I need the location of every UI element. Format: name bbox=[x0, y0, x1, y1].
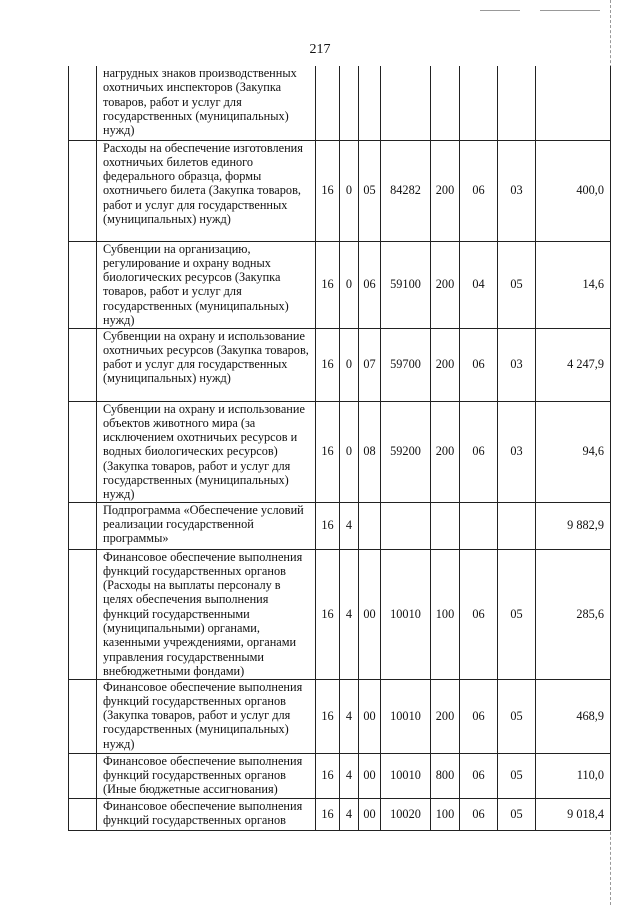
amount: 400,0 bbox=[536, 140, 611, 241]
code-expense-type: 100 bbox=[431, 798, 460, 830]
code-program: 16 bbox=[316, 502, 340, 549]
code-subsection: 03 bbox=[498, 328, 536, 401]
code-event: 07 bbox=[359, 328, 381, 401]
row-number-cell bbox=[69, 679, 97, 753]
amount: 9 882,9 bbox=[536, 502, 611, 549]
code-event: 00 bbox=[359, 753, 381, 798]
code-event: 06 bbox=[359, 241, 381, 328]
code-subprogram: 4 bbox=[340, 549, 359, 679]
row-name: нагрудных знаков производственных охотничьих инспекторов (Закупка товаров, работ и услуг для государственных (муниципальных) нужд) bbox=[97, 66, 316, 140]
code-subsection: 03 bbox=[498, 401, 536, 502]
code-subsection: 05 bbox=[498, 753, 536, 798]
amount: 94,6 bbox=[536, 401, 611, 502]
row-number-cell bbox=[69, 241, 97, 328]
code-event: 05 bbox=[359, 140, 381, 241]
code-direction: 10010 bbox=[381, 679, 431, 753]
code-direction bbox=[381, 66, 431, 140]
code-section: 06 bbox=[460, 798, 498, 830]
code-subsection: 03 bbox=[498, 140, 536, 241]
row-name: Расходы на обеспечение изготовления охотничьих билетов единого федерального образца, формы охотничьего билета (Закупка товаров, работ и услуг для государственных (муниципальных) нужд) bbox=[97, 140, 316, 241]
code-subsection: 05 bbox=[498, 679, 536, 753]
code-section: 06 bbox=[460, 328, 498, 401]
code-event: 08 bbox=[359, 401, 381, 502]
code-expense-type: 200 bbox=[431, 679, 460, 753]
budget-table bbox=[68, 66, 611, 831]
code-program: 16 bbox=[316, 401, 340, 502]
code-program: 16 bbox=[316, 753, 340, 798]
code-program: 16 bbox=[316, 140, 340, 241]
code-expense-type bbox=[431, 66, 460, 140]
code-event bbox=[359, 66, 381, 140]
code-event bbox=[359, 502, 381, 549]
code-direction: 10010 bbox=[381, 753, 431, 798]
code-expense-type: 200 bbox=[431, 241, 460, 328]
code-section bbox=[460, 502, 498, 549]
amount: 285,6 bbox=[536, 549, 611, 679]
amount: 468,9 bbox=[536, 679, 611, 753]
row-name: Финансовое обеспечение выполнения функций государственных органов (Закупка товаров, работ и услуг для государственных (муниципальных) нужд) bbox=[97, 679, 316, 753]
code-program: 16 bbox=[316, 328, 340, 401]
code-section: 06 bbox=[460, 753, 498, 798]
row-name: Финансовое обеспечение выполнения функций государственных органов (Расходы на выплаты персоналу в целях обеспечения выполнения функций государственными (муниципальными) органами, казенными учреждениями, органами управления государственными внебюджетными фондами) bbox=[97, 549, 316, 679]
code-subprogram: 4 bbox=[340, 798, 359, 830]
code-section: 06 bbox=[460, 679, 498, 753]
code-subprogram: 4 bbox=[340, 679, 359, 753]
code-subprogram: 0 bbox=[340, 241, 359, 328]
row-name: Финансовое обеспечение выполнения функций государственных органов (Иные бюджетные ассигнования) bbox=[97, 753, 316, 798]
amount: 9 018,4 bbox=[536, 798, 611, 830]
amount: 4 247,9 bbox=[536, 328, 611, 401]
scan-artifact-line bbox=[480, 10, 520, 11]
table-body bbox=[69, 66, 611, 830]
code-event: 00 bbox=[359, 798, 381, 830]
row-name: Подпрограмма «Обеспечение условий реализации государственной программы» bbox=[97, 502, 316, 549]
code-event: 00 bbox=[359, 549, 381, 679]
code-subsection bbox=[498, 502, 536, 549]
row-number-cell bbox=[69, 140, 97, 241]
amount: 14,6 bbox=[536, 241, 611, 328]
row-number-cell bbox=[69, 328, 97, 401]
code-direction: 10020 bbox=[381, 798, 431, 830]
code-expense-type: 800 bbox=[431, 753, 460, 798]
code-section: 06 bbox=[460, 140, 498, 241]
code-section: 04 bbox=[460, 241, 498, 328]
code-subsection bbox=[498, 66, 536, 140]
code-subprogram: 0 bbox=[340, 401, 359, 502]
code-direction: 59200 bbox=[381, 401, 431, 502]
code-subsection: 05 bbox=[498, 549, 536, 679]
row-number-cell bbox=[69, 798, 97, 830]
code-direction bbox=[381, 502, 431, 549]
code-expense-type: 100 bbox=[431, 549, 460, 679]
row-name: Субвенции на охрану и использование объектов животного мира (за исключением охотничьих ресурсов и водных биологических ресурсов) (Закупка товаров, работ и услуг для государственных (муниципальных) нужд) bbox=[97, 401, 316, 502]
code-subprogram: 0 bbox=[340, 328, 359, 401]
code-program: 16 bbox=[316, 241, 340, 328]
amount bbox=[536, 66, 611, 140]
row-number-cell bbox=[69, 549, 97, 679]
row-name: Финансовое обеспечение выполнения функций государственных органов bbox=[97, 798, 316, 830]
code-direction: 84282 bbox=[381, 140, 431, 241]
code-program: 16 bbox=[316, 549, 340, 679]
code-direction: 59100 bbox=[381, 241, 431, 328]
code-subprogram: 0 bbox=[340, 140, 359, 241]
code-section bbox=[460, 66, 498, 140]
code-expense-type: 200 bbox=[431, 328, 460, 401]
code-section: 06 bbox=[460, 549, 498, 679]
code-program: 16 bbox=[316, 679, 340, 753]
code-expense-type: 200 bbox=[431, 140, 460, 241]
code-subsection: 05 bbox=[498, 798, 536, 830]
code-event: 00 bbox=[359, 679, 381, 753]
code-subprogram: 4 bbox=[340, 753, 359, 798]
page-number: 217 bbox=[309, 42, 331, 57]
code-subsection: 05 bbox=[498, 241, 536, 328]
row-number-cell bbox=[69, 753, 97, 798]
code-subprogram: 4 bbox=[340, 502, 359, 549]
row-number-cell bbox=[69, 66, 97, 140]
code-direction: 59700 bbox=[381, 328, 431, 401]
code-program: 16 bbox=[316, 798, 340, 830]
code-program bbox=[316, 66, 340, 140]
row-number-cell bbox=[69, 502, 97, 549]
code-expense-type: 200 bbox=[431, 401, 460, 502]
row-name: Субвенции на организацию, регулирование и охрану водных биологических ресурсов (Закупка товаров, работ и услуг для государственных (муниципальных) нужд) bbox=[97, 241, 316, 328]
row-name: Субвенции на охрану и использование охотничьих ресурсов (Закупка товаров, работ и услуг для государственных (муниципальных) нужд) bbox=[97, 328, 316, 401]
code-expense-type bbox=[431, 502, 460, 549]
code-direction: 10010 bbox=[381, 549, 431, 679]
code-subprogram bbox=[340, 66, 359, 140]
row-number-cell bbox=[69, 401, 97, 502]
amount: 110,0 bbox=[536, 753, 611, 798]
scan-artifact-line bbox=[540, 10, 600, 11]
code-section: 06 bbox=[460, 401, 498, 502]
